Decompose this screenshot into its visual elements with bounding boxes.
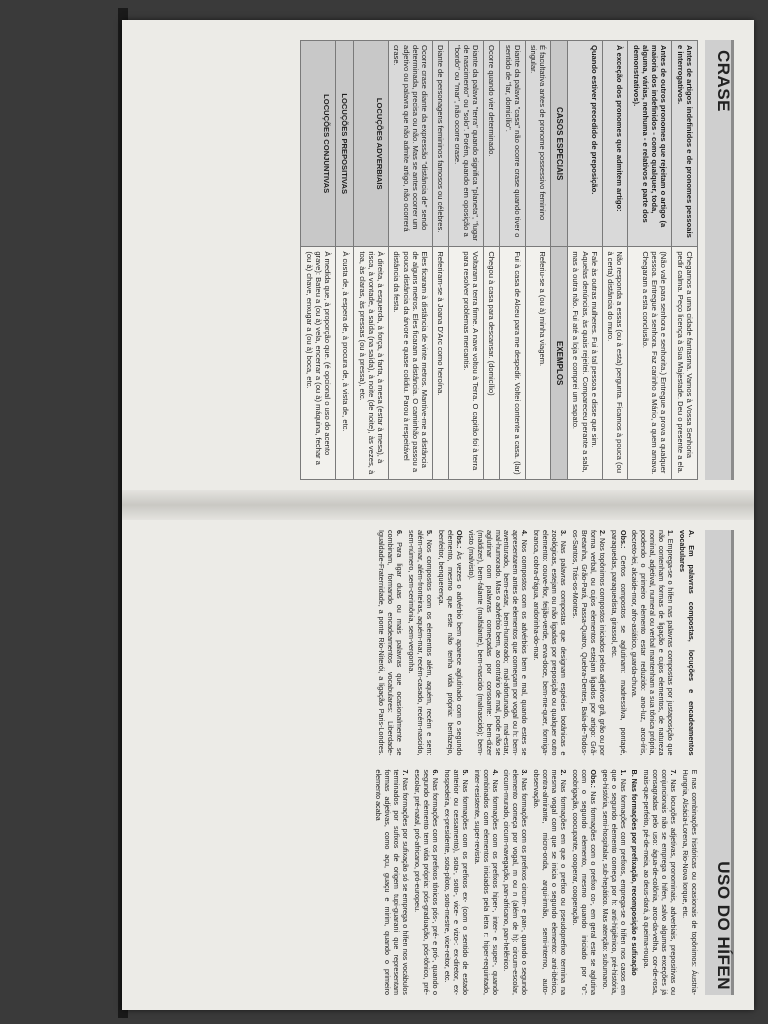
rule-paragraph-label: B. Nas formações por prefixação, recomposição e sufixação [630,769,640,976]
rule-paragraph [677,530,695,756]
rule-cell: Antes de artigos indefinidos e de pronomes pessoais e interrogativos. [672,41,698,247]
rule-cell: Ocorre quando vier determinado. [484,41,500,247]
table-row [526,41,552,480]
rule-cell: À exceção dos pronomes que admitem artigo: [603,41,629,247]
rule-paragraph [466,530,528,756]
rule-paragraph [442,770,469,996]
rule-paragraph [600,770,627,996]
example-cell: À direita, à esquerda, à força, à farta, à mesa (estar à mesa), à risca, à vontade, à saída (na saída), à noite (de noite), às vezes, à toa, às claras, às pressas (ou à pressa), etc. [354,247,389,480]
example-cell: Chegamos a uma cidade fantasma. Vamos à Vossa Senhoria pedir calma. Peço licença à Sua Majestade. Deu o presente a ela. [672,247,698,480]
rule-paragraph-text: Nas formações em que o prefixo ou pseudoprefixo termina na mesma vogal com que se inicia o segundo elemento: anti-ibérico, contra-almirante, micro-onda, arqui-irmão, semi-interno, auto-observação. [532,769,569,996]
table-row [568,41,603,480]
rotated-spread [122,20,754,1010]
conjunctive-locutions-heading: LOCUÇÕES CONJUNTIVAS [301,41,336,247]
rule-paragraph-text: Emprega-se o hífen nas palavras compostas por justaposição que não contenham formas de ligação e cujos elementos, de natureza nominal, adjetival, numeral ou verbal mantenham a sua tônica própria, podendo o primeiro elemento estar reduzido: ano-luz, arco-íris, decreto-lei, alcaide-mor, afro-asiático, guarda-chuva. [630,530,676,756]
examples-heading: EXEMPLOS [551,247,568,480]
example-cell: Chegou à casa para descansar. (domicílio) [484,247,500,480]
page-title: USO DO HÍFEN [714,861,733,990]
rule-paragraph-text: Nas formações por sufixação só se emprega o hífen nos vocábulos terminados por sufixos de origem tupi-guarani que representam formas adjetivas, como açu, guaçu e mirim, quando o primeiro elemento acaba [374,769,411,995]
rule-cell: Diante de personagens femininos famosos ou célebres. [433,41,449,247]
rule-paragraph-text: Às vezes o advérbio bem aparece aglutinado com o segundo elemento, mesmo que este não tenha vida própria: benfazejo, benfeitor, benquerença. [437,530,464,756]
example-cell: Eles ficaram à distância de vinte metros. Mantive-me a distância de alguns metros. Eles ficaram a distância. O caminhão passou a pouca distância da árvore e quase colidiu. Parou à respeitável distância da festa. [389,247,433,480]
rule-cell: Quando estiver precedido de preposição. [568,41,603,247]
rule-paragraph [502,770,529,996]
rule-paragraph-text: Nas formações com o prefixo co-, em geral este se aglutina com o segundo elemento, mesmo quando iniciado por "o": coobrigação, coocupante, cooperar, cooperação. [570,769,598,996]
rule-cell: Diante da palavra "casa" não ocorre crase quando tiver o sentido de "lar, domicílio". [500,41,526,247]
rule-cell: Diante da palavra "terra" quando significa "planeta", "lugar de nascimento" ou "solo". Porém, quando em oposição a "bordo" ou "mar", não ocorre crase. [449,41,484,247]
rule-paragraph-label: 5. [425,530,435,536]
rule-paragraph-label: Obs.: [454,530,464,549]
rule-paragraph-label: 1. [666,530,676,536]
rule-paragraph-text: Nas formações com os prefixos ex- (com o sentido de estado anterior ou cessamento), sota-, soto-, vice- e vizo-: ex-diretor, ex-hospedeira, ex-presidente, sota-piloto, soto-mestre, vice-reitor, etc. [442,769,470,995]
rule-paragraph-text: Nas formações com os prefixos tônicos pós-, pré- e pró-, quando o segundo elemento tem vida própria: pós-graduação, pós-tônico, pré-escolar, pré-natal, pró-africano, pró-europeu. [413,769,441,996]
rule-paragraph [570,530,606,756]
right-page [122,520,754,1010]
rule-paragraph [472,770,499,996]
rule-cell: Antes de outros pronomes que rejeitam o artigo (a maioria dos indefinidos - como qualquer, toda, alguma, várias, nenhuma - e relativos e parte dos demonstrativos). [628,41,672,247]
example-cell: À medida que, à proporção que. (é opcional o uso do acento grave): Bateu a (ou à) vela, encerrar a (ou à) máquina, fechar a (ou à) chave, enxugar a (ou à) boca, etc. [301,247,336,480]
left-page [122,20,754,490]
rule-paragraph-label: Obs.: [618,530,628,549]
table-row [484,41,500,480]
table-row [449,41,484,480]
table-row [500,41,526,480]
rule-paragraph [412,770,439,996]
rule-paragraph-text: Nas formações com prefixos, emprega-se o hífen nos casos em que o segundo elemento começa por h: anti-higiênico, pré-história, geo-história, semi-hospitalar, sub-hepático. Mas atenção: subumano. [600,769,628,995]
example-cell: Voltaram a terra firme. A nave voltou à Terra. O capitão foi à terra para resolver problemas mercantis. [449,247,484,480]
rule-paragraph [374,770,410,996]
table-subheader-row [551,41,568,480]
example-cell: Fui à casa de Alceu para me despedir. Voltei contente a casa. (lar) [500,247,526,480]
rule-paragraph-label: 7. [401,769,411,776]
rule-paragraph-text: Certos compostos se aglutinam: madressilva, pontapé, paraquedas, paraquedista, girassol, etc. [609,530,628,756]
rule-paragraph [531,530,567,756]
table-row [336,41,354,480]
rule-paragraph-text: Nos topônimos compostos iniciados pelos adjetivos grã, grão ou por forma verbal, ou cujos elementos estejam ligados por artigo: Grã-Bretanha, Grão-Pará, Passa-Quatro, Quebra-Dentes, Baía-de-Todos-os-Santos, Trás-os-Montes. [570,530,607,756]
example-cell: Fale às outras mulheres. Fui à tal pessoa e disse que sim. Aquelas denúncias, às quais rejeitei. Compareceu perante a sala, mas à outra não. Fui até a loja e comprei um sapato. [568,247,603,480]
page-gutter [122,490,754,520]
crase-table [301,40,699,480]
example-cell: Referiram-se à Joana D'Arc como heroína. [433,247,449,480]
book-spread [122,20,754,1010]
rule-paragraph-text: Nos compostos com os advérbios bem e mal, quando estes se apresentarem antes de elementos que começam por vogal ou h: bem-aventurado, bem-estar, bem-humorado; mal-afortunado, mal-estar, mal-humorado. Mas o advérbio bem, ao contrário de mal, pode não se aglutinar com palavras começadas por consoante: bem-dizer (maldizer), bem-falante (malfalante), bem-nascido (malnascido); bem-visto (malvisto). [466,530,530,756]
rule-paragraph-label: 3. [520,769,530,776]
rule-paragraph [609,530,627,756]
rule-paragraph-text: Nas formações com os prefixos hiper-, inter- e super-, quando combinados com elementos iniciados pela letra r: hiper-requintado, inter-resistente, super-revista. [472,769,500,996]
special-cases-heading: CASOS ESPECIAIS [551,41,568,247]
rule-paragraph-text: Nos compostos com os elementos além, aquém, recém e sem: além-mar, além-fronteiras, aquém-mar, recém-casado, recém-nascido, sem-número, sem-cerimônia, sem-vergonha. [407,530,435,756]
rule-paragraph-label: 2. [597,530,607,536]
rule-paragraph [630,530,675,756]
table-row [301,41,336,480]
example-cell: À custa de, à espera de, à procura de, à vista de, etc. [336,247,354,480]
rule-paragraph-label: A. Em palavras compostas, locuções e encadeamentos vocabulares [678,530,696,756]
rule-paragraph [630,770,639,996]
table-row [672,41,698,480]
rule-paragraph-label: 4. [490,769,500,776]
page-title: CRASE [714,50,733,113]
table-row [603,41,629,480]
adverbial-locutions-heading: LOCUÇÕES ADVERBIAIS [354,41,389,247]
example-cell: (Não vale para senhora e senhorita.) Entregue a prova a qualquer pessoa. Entregue à senhora. Faz carinho a Mário, a quem amava. Chegaram a esta conclusão. [628,247,672,480]
rule-paragraph-label: 2. [559,769,569,776]
rule-paragraph-label: 7. [669,769,679,776]
rule-paragraph-text: Para ligar duas ou mais palavras que ocasionalmente se combinam, formando encadeamentos vocabulares: Liberdade-Igualdade-Fraternidade, a ponte Rio-Niterói, a ligação Paris-Londres. E nas combinações históricas ou ocasionais de topônimos: Áustria-Hungria, Alsácia-Lorena, Rio-Nova Iorque, etc. [377,530,699,995]
rule-cell: Ocorre crase diante da expressão "distância de" sendo determinada, precisa ou não. Mas se antes ocorrer um adjetivo ou palavra que não admite artigo, não ocorrerá crase. [389,41,433,247]
rule-cell: É facultativa antes de pronome possessivo feminino singular. [526,41,552,247]
rule-paragraph-text: Nas palavras compostas que designam espécies botânicas e zoológicas, estejam ou não ligadas por preposição ou qualquer outro elemento: couve-flor, feijão-verde, erva-doce, bem-me-quer, formiga-branca, cobra-d'água, andorinha-do-mar. [532,530,569,756]
example-cell: Não responda a essas (ou à esta) pergunta. Ficamos à pouca (ou à certa) distância do muro. [603,247,629,480]
rule-paragraph-text: Nas locuções adjetivas, pronominais, adverbiais, prepositivas ou conjuncionais não se emprega o hífen, salvo algumas exceções já consagradas pelo uso: água-de-colônia, arco-da-velha, cor-de-rosa, mais-que-perfeito, pé-de-meia, ao deus-dará, à queima-roupa. [642,769,679,996]
rule-paragraph-label: 6. [395,530,405,536]
rule-paragraph-label: Obs.: [588,769,598,788]
rule-paragraph-label: 5. [460,769,470,776]
table-row [433,41,449,480]
rule-paragraph [436,530,463,756]
rule-paragraph-label: 4. [520,530,530,536]
table-row [354,41,389,480]
rule-paragraph [531,770,567,996]
hyphen-rules-text [138,530,698,995]
rule-paragraph [641,770,677,996]
rule-paragraph-label: 1. [618,769,628,776]
rule-paragraph-label: 3. [559,530,569,536]
rule-paragraph [406,530,433,756]
prepositional-locutions-heading: LOCUÇÕES PREPOSITIVAS [336,41,354,247]
rule-paragraph-label: 6. [431,769,441,776]
table-row [628,41,672,480]
table-row [389,41,433,480]
example-cell: Referiu-se a (ou à) minha viagem. [526,247,552,480]
rule-paragraph-text: Nas formações com os prefixos circum- e pan-, quando o segundo elemento começa por vogal, m ou n (além de h): circum-escolar, circum-murado, circum-navegação, pan-africano, pan-helênico. [502,769,530,995]
rule-paragraph [570,770,597,996]
